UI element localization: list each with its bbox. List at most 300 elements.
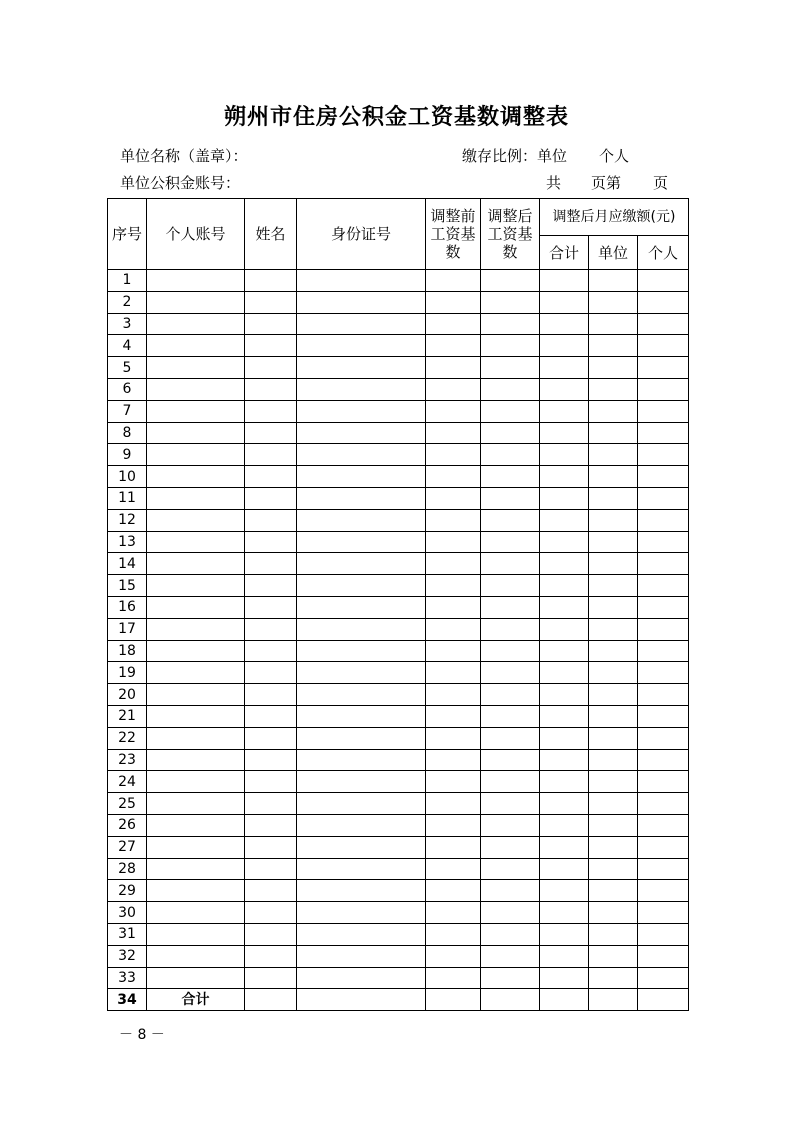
empty-cell [540,553,589,575]
empty-cell [481,270,540,292]
empty-cell [638,270,689,292]
empty-cell [147,749,245,771]
empty-cell [245,575,297,597]
empty-cell [638,967,689,989]
empty-cell [540,967,589,989]
empty-cell [589,466,638,488]
empty-cell [426,684,481,706]
empty-cell [540,749,589,771]
empty-cell [589,270,638,292]
empty-cell [426,771,481,793]
empty-cell [297,422,426,444]
empty-cell [638,596,689,618]
empty-cell [589,662,638,684]
empty-cell [245,596,297,618]
empty-cell [481,749,540,771]
table-row [108,793,689,815]
empty-cell [540,814,589,836]
empty-cell [147,270,245,292]
empty-cell [245,705,297,727]
empty-cell [245,487,297,509]
empty-cell [481,923,540,945]
empty-cell [638,509,689,531]
empty-cell [426,705,481,727]
empty-cell [147,923,245,945]
empty-cell [638,575,689,597]
empty-cell [297,771,426,793]
empty-cell [638,422,689,444]
empty-cell [638,291,689,313]
table-row [108,487,689,509]
empty-cell [245,923,297,945]
header-id-number: 身份证号 [297,199,426,270]
table-row [108,466,689,488]
empty-cell [147,531,245,553]
empty-cell [297,553,426,575]
empty-cell [147,858,245,880]
row-seq: 3 [108,313,147,335]
empty-cell [589,618,638,640]
empty-cell [147,880,245,902]
row-seq: 32 [108,945,147,967]
empty-cell [245,880,297,902]
empty-cell [540,858,589,880]
empty-cell [540,270,589,292]
empty-cell [426,749,481,771]
empty-cell [481,575,540,597]
empty-cell [426,466,481,488]
table-row [108,967,689,989]
empty-cell [589,509,638,531]
row-seq: 13 [108,531,147,553]
empty-cell [540,727,589,749]
empty-cell [481,705,540,727]
empty-cell [297,270,426,292]
empty-cell [638,487,689,509]
table-row [108,553,689,575]
empty-cell [147,487,245,509]
row-seq: 5 [108,357,147,379]
table-row [108,378,689,400]
empty-cell [589,727,638,749]
empty-cell [297,814,426,836]
empty-cell [540,945,589,967]
empty-cell [540,291,589,313]
empty-cell [589,967,638,989]
empty-cell [245,858,297,880]
row-seq: 17 [108,618,147,640]
empty-cell [540,575,589,597]
empty-cell [426,270,481,292]
row-seq: 31 [108,923,147,945]
empty-cell [540,422,589,444]
empty-cell [638,313,689,335]
header-seq: 序号 [108,199,147,270]
row-seq: 18 [108,640,147,662]
empty-cell [426,531,481,553]
empty-cell [297,357,426,379]
empty-cell [245,313,297,335]
empty-cell [297,575,426,597]
header-monthly: 调整后月应缴额(元) [540,199,689,236]
row-seq: 24 [108,771,147,793]
empty-cell [638,553,689,575]
empty-cell [638,357,689,379]
empty-cell [245,771,297,793]
table-row [108,902,689,924]
row-seq: 28 [108,858,147,880]
empty-cell [147,575,245,597]
empty-cell [147,662,245,684]
empty-cell [589,291,638,313]
table-row [108,945,689,967]
row-seq: 6 [108,378,147,400]
empty-cell [638,444,689,466]
header-before: 调整前工资基数 [426,199,481,270]
adjustment-table [107,198,689,1011]
empty-cell [540,705,589,727]
empty-cell [589,575,638,597]
empty-cell [297,509,426,531]
table-row [108,640,689,662]
empty-cell [540,923,589,945]
table-row [108,727,689,749]
empty-cell [426,836,481,858]
empty-cell [481,880,540,902]
table-row [108,444,689,466]
page-number: － 8 － [119,1027,165,1043]
table-row [108,880,689,902]
contribution-ratio [462,145,629,166]
empty-cell [297,291,426,313]
empty-cell [426,575,481,597]
empty-cell [481,793,540,815]
empty-cell [245,335,297,357]
empty-cell [147,771,245,793]
empty-cell [540,596,589,618]
empty-cell [245,270,297,292]
empty-cell [540,531,589,553]
empty-cell [426,945,481,967]
page-mid-label: 页第 [591,174,622,192]
row-seq: 19 [108,662,147,684]
empty-cell [245,989,297,1011]
empty-cell [426,814,481,836]
table-row [108,771,689,793]
row-seq: 2 [108,291,147,313]
empty-cell [638,684,689,706]
table-row [108,313,689,335]
table-body [108,270,689,1011]
empty-cell [147,705,245,727]
empty-cell [481,466,540,488]
empty-cell [481,313,540,335]
empty-cell [297,531,426,553]
empty-cell [540,487,589,509]
empty-cell [297,727,426,749]
table-row [108,357,689,379]
empty-cell [297,793,426,815]
empty-cell [638,989,689,1011]
empty-cell [481,531,540,553]
header-name: 姓名 [245,199,297,270]
table-row [108,531,689,553]
empty-cell [540,466,589,488]
empty-cell [638,836,689,858]
header-after: 调整后工资基数 [481,199,540,270]
row-seq: 15 [108,575,147,597]
empty-cell [589,945,638,967]
empty-cell [589,749,638,771]
empty-cell [245,749,297,771]
empty-cell [589,771,638,793]
empty-cell [426,967,481,989]
empty-cell [638,858,689,880]
empty-cell [245,531,297,553]
empty-cell [638,662,689,684]
empty-cell [426,880,481,902]
empty-cell [481,727,540,749]
header-person: 个人 [638,236,689,270]
empty-cell [426,335,481,357]
empty-cell [297,945,426,967]
empty-cell [481,858,540,880]
empty-cell [540,400,589,422]
empty-cell [297,989,426,1011]
empty-cell [426,291,481,313]
empty-cell [147,291,245,313]
empty-cell [245,793,297,815]
empty-cell [147,902,245,924]
empty-cell [589,378,638,400]
empty-cell [540,989,589,1011]
empty-cell [245,814,297,836]
empty-cell [481,945,540,967]
empty-cell [638,705,689,727]
empty-cell [426,596,481,618]
empty-cell [638,378,689,400]
empty-cell [540,662,589,684]
ratio-label: 缴存比例： [462,147,538,165]
empty-cell [147,422,245,444]
empty-cell [426,400,481,422]
empty-cell [147,727,245,749]
row-seq: 8 [108,422,147,444]
empty-cell [589,531,638,553]
empty-cell [426,487,481,509]
page-counter [546,172,668,193]
table-row [108,684,689,706]
header-total: 合计 [540,236,589,270]
empty-cell [147,357,245,379]
empty-cell [297,662,426,684]
empty-cell [481,357,540,379]
empty-cell [540,357,589,379]
table-row [108,836,689,858]
empty-cell [147,596,245,618]
empty-cell [426,793,481,815]
unit-account-label: 单位公积金账号： [120,174,241,192]
empty-cell [589,596,638,618]
empty-cell [638,945,689,967]
empty-cell [245,945,297,967]
empty-cell [147,378,245,400]
table-row [108,422,689,444]
row-seq: 29 [108,880,147,902]
table-row [108,596,689,618]
row-seq: 26 [108,814,147,836]
empty-cell [426,378,481,400]
empty-cell [426,444,481,466]
empty-cell [589,553,638,575]
empty-cell [426,313,481,335]
table-row [108,749,689,771]
row-seq: 22 [108,727,147,749]
row-seq: 7 [108,400,147,422]
empty-cell [297,902,426,924]
empty-cell [245,466,297,488]
ratio-person-label: 个人 [599,147,630,165]
row-seq: 12 [108,509,147,531]
empty-cell [589,793,638,815]
empty-cell [297,923,426,945]
row-seq: 33 [108,967,147,989]
empty-cell [297,596,426,618]
empty-cell [147,444,245,466]
empty-cell [426,509,481,531]
empty-cell [481,771,540,793]
unit-name-label: 单位名称（盖章）： [120,147,248,165]
empty-cell [638,771,689,793]
table-row [108,291,689,313]
empty-cell [638,400,689,422]
empty-cell [540,444,589,466]
empty-cell [540,378,589,400]
empty-cell [481,487,540,509]
row-seq: 27 [108,836,147,858]
empty-cell [481,509,540,531]
empty-cell [297,967,426,989]
empty-cell [245,902,297,924]
empty-cell [297,313,426,335]
empty-cell [147,684,245,706]
table-row [108,400,689,422]
empty-cell [426,662,481,684]
row-seq: 14 [108,553,147,575]
empty-cell [481,422,540,444]
empty-cell [638,335,689,357]
empty-cell [589,880,638,902]
empty-cell [147,967,245,989]
empty-cell [589,400,638,422]
empty-cell [638,923,689,945]
table-row [108,270,689,292]
empty-cell [540,640,589,662]
empty-cell [245,836,297,858]
empty-cell [540,771,589,793]
row-seq: 9 [108,444,147,466]
row-seq: 11 [108,487,147,509]
empty-cell [245,640,297,662]
empty-cell [297,749,426,771]
empty-cell [426,553,481,575]
empty-cell [147,313,245,335]
ratio-unit-label: 单位 [537,147,568,165]
row-seq: 23 [108,749,147,771]
empty-cell [481,618,540,640]
empty-cell [589,923,638,945]
empty-cell [481,836,540,858]
empty-cell [638,727,689,749]
empty-cell [426,640,481,662]
row-seq: 21 [108,705,147,727]
form-title: 朔州市住房公积金工资基数调整表 [223,104,569,130]
empty-cell [481,400,540,422]
empty-cell [638,793,689,815]
empty-cell [245,684,297,706]
empty-cell [147,509,245,531]
empty-cell [589,836,638,858]
empty-cell [147,553,245,575]
empty-cell [638,466,689,488]
empty-cell [147,836,245,858]
empty-cell [245,967,297,989]
row-seq: 4 [108,335,147,357]
empty-cell [589,814,638,836]
empty-cell [297,640,426,662]
total-row-label: 合计 [147,989,245,1011]
empty-cell [297,444,426,466]
row-seq: 16 [108,596,147,618]
empty-cell [426,618,481,640]
empty-cell [481,291,540,313]
total-row-seq: 34 [108,989,147,1011]
empty-cell [297,705,426,727]
empty-cell [481,814,540,836]
empty-cell [540,335,589,357]
row-seq: 25 [108,793,147,815]
empty-cell [245,444,297,466]
empty-cell [245,662,297,684]
empty-cell [589,335,638,357]
empty-cell [481,444,540,466]
empty-cell [481,640,540,662]
empty-cell [638,618,689,640]
empty-cell [589,444,638,466]
empty-cell [297,858,426,880]
empty-cell [638,902,689,924]
row-seq: 10 [108,466,147,488]
empty-cell [245,291,297,313]
empty-cell [638,531,689,553]
empty-cell [147,945,245,967]
empty-cell [245,618,297,640]
empty-cell [481,684,540,706]
empty-cell [540,793,589,815]
empty-cell [481,662,540,684]
table-row [108,814,689,836]
empty-cell [589,684,638,706]
empty-cell [297,466,426,488]
empty-cell [147,640,245,662]
empty-cell [245,727,297,749]
table-row [108,705,689,727]
empty-cell [540,684,589,706]
empty-cell [589,989,638,1011]
table-row [108,923,689,945]
empty-cell [540,618,589,640]
empty-cell [297,378,426,400]
